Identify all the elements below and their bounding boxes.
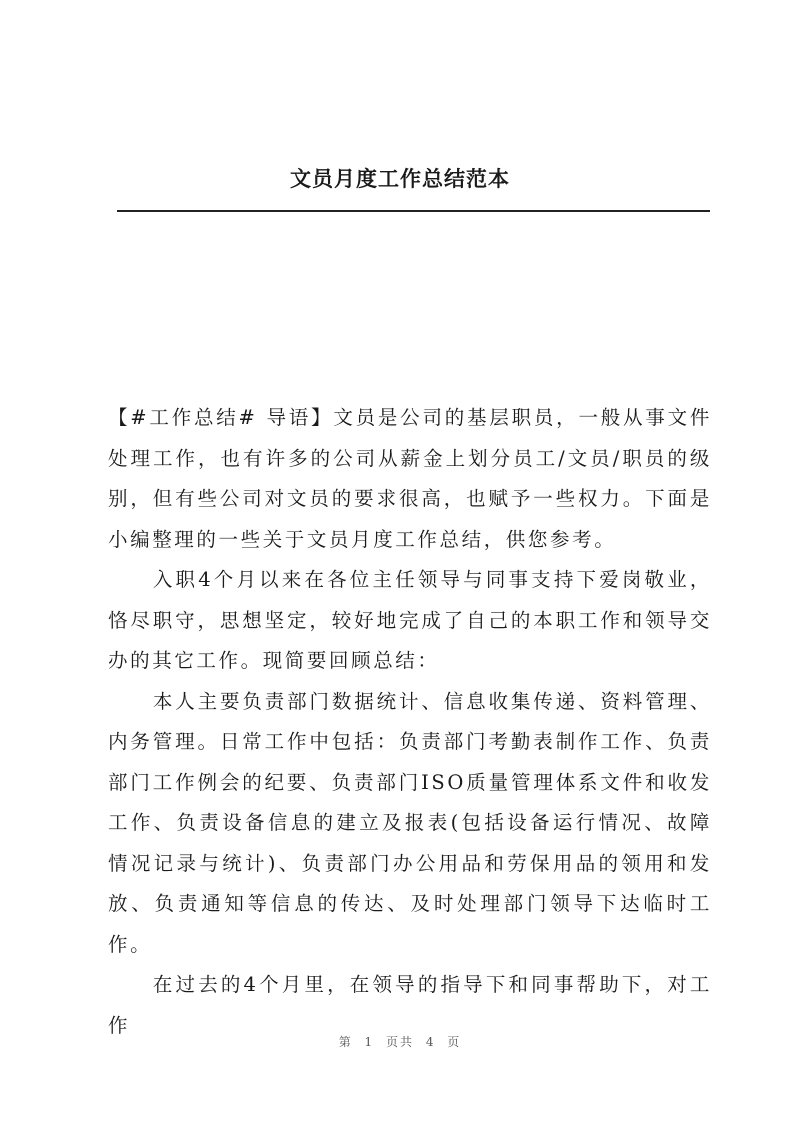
paragraph-intro: 【#工作总结# 导语】文员是公司的基层职员，一般从事文件处理工作，也有许多的公司从薪金上划分员工/文员/职员的级别，但有些公司对文员的要求很高，也赋予一些权力。下面是小编整理的一些关于文员月度工作总结，供您参考。 [108, 406, 712, 551]
document-body [108, 398, 712, 1046]
paragraph-3: 在过去的4个月里，在领导的指导下和同事帮助下，对工作 [108, 973, 712, 1037]
paragraph-2: 本人主要负责部门数据统计、信息收集传递、资料管理、内务管理。日常工作中包括：负责部门考勤表制作工作、负责部门工作例会的纪要、负责部门ISO质量管理体系文件和收发工作、负责设备信息的建立及报表(包括设备运行情况、故障情况记录与统计)、负责部门办公用品和劳保用品的领用和发放、负责通知等信息的传达、及时处理部门领导下达临时工作。 [108, 689, 712, 956]
paragraph-1: 入职4个月以来在各位主任领导与同事支持下爱岗敬业，恪尽职守，思想坚定，较好地完成了自己的本职工作和领导交办的其它工作。现简要回顾总结： [108, 568, 712, 672]
title-underline [117, 210, 710, 212]
document-title: 文员月度工作总结范本 [290, 167, 510, 191]
page-number-footer: 第 1 页共 4 页 [338, 1035, 462, 1049]
